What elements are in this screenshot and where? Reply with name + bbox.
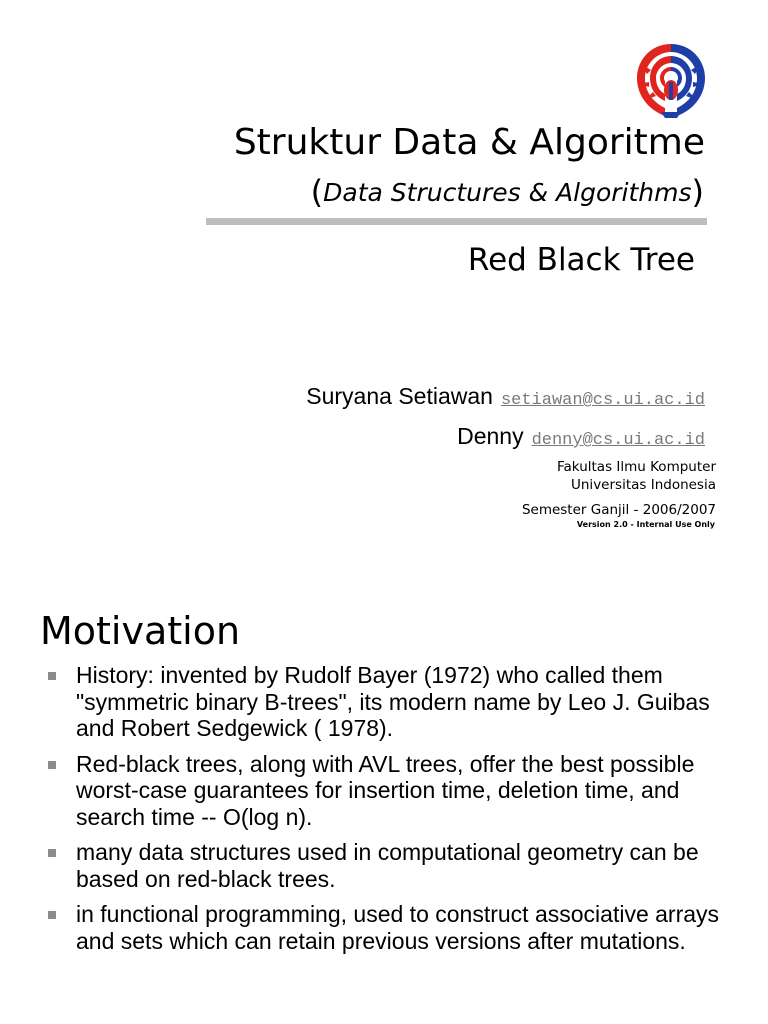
subtitle-open-paren: ( bbox=[310, 173, 324, 211]
square-bullet-icon bbox=[48, 911, 56, 919]
slide-title: Motivation bbox=[40, 609, 241, 653]
square-bullet-icon bbox=[48, 672, 56, 680]
motivation-slide bbox=[0, 575, 768, 1024]
title-divider bbox=[206, 218, 707, 225]
version-note: Version 2.0 - Internal Use Only bbox=[576, 520, 715, 529]
bullet-text: in functional programming, used to construct associative arrays and sets which can retain previous versions after mutations. bbox=[76, 901, 720, 954]
author-line bbox=[306, 383, 705, 410]
bullet-text: many data structures used in computational geometry can be based on red-black trees. bbox=[76, 839, 699, 892]
square-bullet-icon bbox=[48, 761, 56, 769]
course-subtitle bbox=[311, 173, 704, 211]
bullet-item bbox=[0, 751, 768, 831]
bullet-item bbox=[0, 901, 768, 954]
bullet-item bbox=[0, 839, 768, 892]
semester-label: Semester Ganjil - 2006/2007 bbox=[521, 502, 716, 518]
university-name: Universitas Indonesia bbox=[571, 477, 716, 493]
course-title: Struktur Data & Algoritme bbox=[233, 122, 705, 163]
bullet-list bbox=[0, 662, 768, 963]
author-email-link[interactable]: setiawan@cs.ui.ac.id bbox=[500, 391, 705, 410]
lecture-topic: Red Black Tree bbox=[467, 242, 695, 278]
author-line bbox=[457, 423, 705, 450]
bullet-text: History: invented by Rudolf Bayer (1972) who called them "symmetric binary B-trees", its modern name by Leo J. Guibas and Robert Sedgewick ( 1978). bbox=[76, 662, 710, 741]
square-bullet-icon bbox=[48, 849, 56, 857]
bullet-text: Red-black trees, along with AVL trees, offer the best possible worst-case guarantees for insertion time, deletion time, and search time -- O(log n). bbox=[76, 750, 695, 830]
author-name: Denny bbox=[457, 423, 524, 449]
subtitle-close-paren: ) bbox=[691, 173, 704, 211]
subtitle-text: Data Structures & Algorithms bbox=[323, 178, 692, 207]
author-email-link[interactable]: denny@cs.ui.ac.id bbox=[531, 431, 705, 450]
bullet-item bbox=[0, 662, 768, 742]
university-logo bbox=[631, 40, 711, 120]
author-name: Suryana Setiawan bbox=[306, 383, 493, 409]
faculty-name: Fakultas Ilmu Komputer bbox=[557, 459, 716, 475]
